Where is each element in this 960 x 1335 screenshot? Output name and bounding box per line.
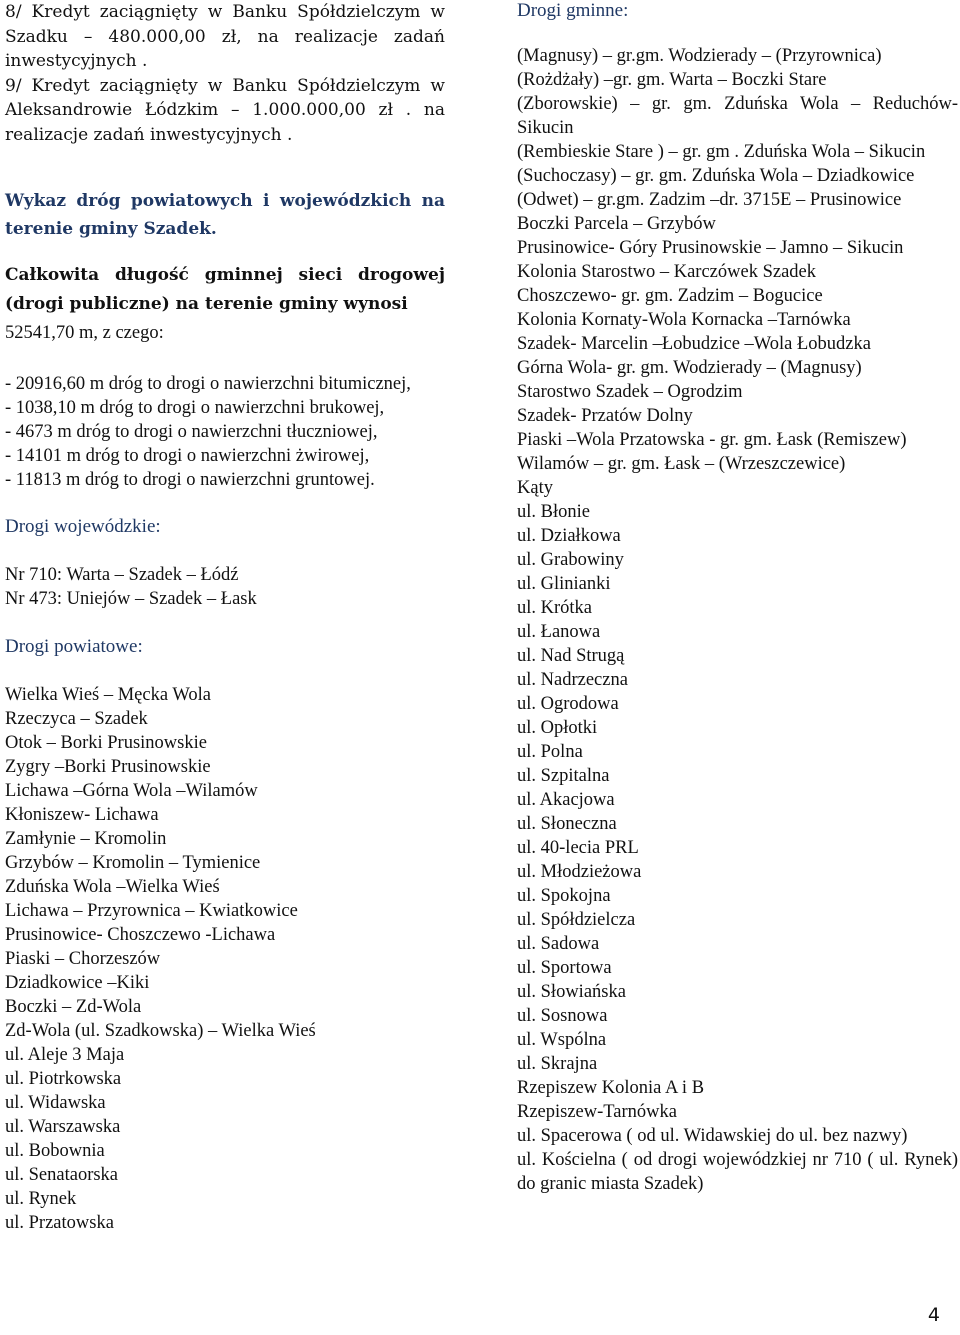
municipal-road-item: Kąty [517,478,553,498]
county-road-item: Piaski – Chorzeszów [5,949,161,969]
municipal-road-item: ul. Sportowa [517,958,612,978]
municipal-road-item: ul. Błonie [517,502,590,522]
county-road-item: ul. Przatowska [5,1213,114,1233]
municipal-road-item: Kolonia Starostwo – Karczówek Szadek [517,262,816,282]
surface-item: - 4673 m dróg to drogi o nawierzchni tłuczniowej, [5,422,378,442]
municipal-road-item: Choszczewo- gr. gm. Zadzim – Bogucice [517,286,823,306]
municipal-road-item: Rzepiszew-Tarnówka [517,1102,677,1122]
voivodeship-road: Nr 473: Uniejów – Szadek – Łask [5,589,257,609]
surface-item: - 20916,60 m dróg to drogi o nawierzchni bitumicznej, [5,374,411,394]
municipal-road-item: ul. Wspólna [517,1030,607,1050]
municipal-road-item: ul. Działkowa [517,526,621,546]
municipal-road-item: ul. Glinianki [517,574,611,594]
county-road-item: Boczki – Zd-Wola [5,997,142,1017]
municipal-road-item: ul. Spokojna [517,886,611,906]
county-road-item: ul. Warszawska [5,1117,121,1137]
municipal-road-item: ul. Akacjowa [517,790,615,810]
municipal-road-item: ul. Nadrzeczna [517,670,628,690]
municipal-road-item: Wilamów – gr. gm. Łask – (Wrzeszczewice) [517,454,846,474]
municipal-road-item: ul. Słoneczna [517,814,617,834]
municipal-road-item: ul. Młodzieżowa [517,862,642,882]
municipal-road-item: Piaski –Wola Przatowska - gr. gm. Łask (Remiszew) [517,430,907,450]
county-road-item: Zduńska Wola –Wielka Wieś [5,877,220,897]
municipal-road-item: ul. Opłotki [517,718,598,738]
municipal-road-item: ul. Ogrodowa [517,694,619,714]
surface-item: - 11813 m dróg to drogi o nawierzchni gruntowej. [5,470,375,490]
municipal-road-item: Kolonia Kornaty-Wola Kornacka –Tarnówka [517,310,851,330]
municipal-road-item: ul. Łanowa [517,622,601,642]
municipal-road-item: Szadek- Marcelin –Łobudzice –Wola Łobudzka [517,334,871,354]
credit-item-9: 9/ Kredyt zaciągnięty w Banku Spółdzielczym w Aleksandrowie Łódzkim – 1.000.000,00 zł . na realizacje zadań inwestycyjnych . [5,75,445,145]
municipal-road-item: ul. Krótka [517,598,593,618]
municipal-road-item: ul. Sadowa [517,934,600,954]
voivodeship-roads-heading: Drogi wojewódzkie: [5,516,161,537]
county-road-item: Zygry –Borki Prusinowskie [5,757,211,777]
county-road-item: Kłoniszew- Lichawa [5,805,159,825]
county-roads-heading: Drogi powiatowe: [5,636,143,657]
municipal-road-item: ul. Słowiańska [517,982,626,1002]
credit-item-8: 8/ Kredyt zaciągnięty w Banku Spółdzielczym w Szadku – 480.000,00 zł, na realizacje zadań inwestycyjnych . [5,2,445,71]
county-road-item: Rzeczyca – Szadek [5,709,148,729]
municipal-road-item: (Rembieskie Stare ) – gr. gm . Zduńska Wola – Sikucin [517,142,926,162]
county-road-item: ul. Rynek [5,1189,77,1209]
county-road-item: Otok – Borki Prusinowskie [5,733,207,753]
municipal-road-item: ul. Kościelna ( od drogi wojewódzkiej nr 710 ( ul. Rynek) do granic miasta Szadek) [517,1150,958,1194]
county-road-item: Zd-Wola (ul. Szadkowska) – Wielka Wieś [5,1021,316,1041]
municipal-road-item: ul. 40-lecia PRL [517,838,639,858]
county-road-item: Grzybów – Kromolin – Tymienice [5,853,261,873]
municipal-road-item: Rzepiszew Kolonia A i B [517,1078,705,1098]
county-road-item: Lichawa –Górna Wola –Wilamów [5,781,258,801]
municipal-road-item: (Rożdżały) –gr. gm. Warta – Boczki Stare [517,70,827,90]
page-number: 4 [927,1304,940,1326]
municipal-road-item: ul. Sosnowa [517,1006,608,1026]
municipal-road-item: Górna Wola- gr. gm. Wodzierady – (Magnusy) [517,358,862,378]
municipal-road-item: ul. Szpitalna [517,766,610,786]
municipal-roads-list [517,44,958,1196]
municipal-road-item: (Suchoczasy) – gr. gm. Zduńska Wola – Dziadkowice [517,166,915,186]
municipal-road-item: ul. Spółdzielcza [517,910,636,930]
municipal-road-item: ul. Polna [517,742,583,762]
municipal-road-item: Szadek- Przatów Dolny [517,406,693,426]
county-road-item: Zamłynie – Kromolin [5,829,167,849]
total-length-intro: Całkowita długość gminnej sieci drogowej (drogi publiczne) na terenie gminy wynosi [5,265,445,314]
municipal-road-item: ul. Skrajna [517,1054,598,1074]
surface-item: - 1038,10 m dróg to drogi o nawierzchni brukowej, [5,398,385,418]
municipal-road-item: ul. Grabowiny [517,550,624,570]
surface-item: - 14101 m dróg to drogi o nawierzchni żwirowej, [5,446,370,466]
section-heading-roads: Wykaz dróg powiatowych i wojewódzkich na terenie gminy Szadek. [5,191,445,239]
county-road-item: ul. Widawska [5,1093,106,1113]
left-column [5,0,445,1235]
county-road-item: ul. Piotrkowska [5,1069,122,1089]
county-road-item: Prusinowice- Choszczewo -Lichawa [5,925,276,945]
municipal-road-item: (Odwet) – gr.gm. Zadzim –dr. 3715E – Prusinowice [517,190,902,210]
municipal-road-item: (Magnusy) – gr.gm. Wodzierady – (Przyrownica) [517,46,882,66]
municipal-road-item: Boczki Parcela – Grzybów [517,214,716,234]
county-road-item: ul. Bobownia [5,1141,105,1161]
county-roads-list [5,683,445,1235]
county-road-item: Lichawa – Przyrownica – Kwiatkowice [5,901,298,921]
municipal-road-item: ul. Nad Strugą [517,646,625,666]
voivodeship-road: Nr 710: Warta – Szadek – Łódź [5,565,239,585]
municipal-road-item: Starostwo Szadek – Ogrodzim [517,382,743,402]
right-column [517,0,958,1196]
county-road-item: Dziadkowice –Kiki [5,973,150,993]
municipal-roads-heading: Drogi gminne: [517,0,629,21]
total-length-value: 52541,70 m, z czego: [5,323,164,343]
municipal-road-item: Prusinowice- Góry Prusinowskie – Jamno – Sikucin [517,238,904,258]
county-road-item: ul. Aleje 3 Maja [5,1045,125,1065]
municipal-road-item: ul. Spacerowa ( od ul. Widawskiej do ul. bez nazwy) [517,1126,908,1146]
municipal-road-item: (Zborowskie) – gr. gm. Zduńska Wola – Reduchów-Sikucin [517,94,958,138]
county-road-item: ul. Senataorska [5,1165,119,1185]
county-road-item: Wielka Wieś – Męcka Wola [5,685,211,705]
